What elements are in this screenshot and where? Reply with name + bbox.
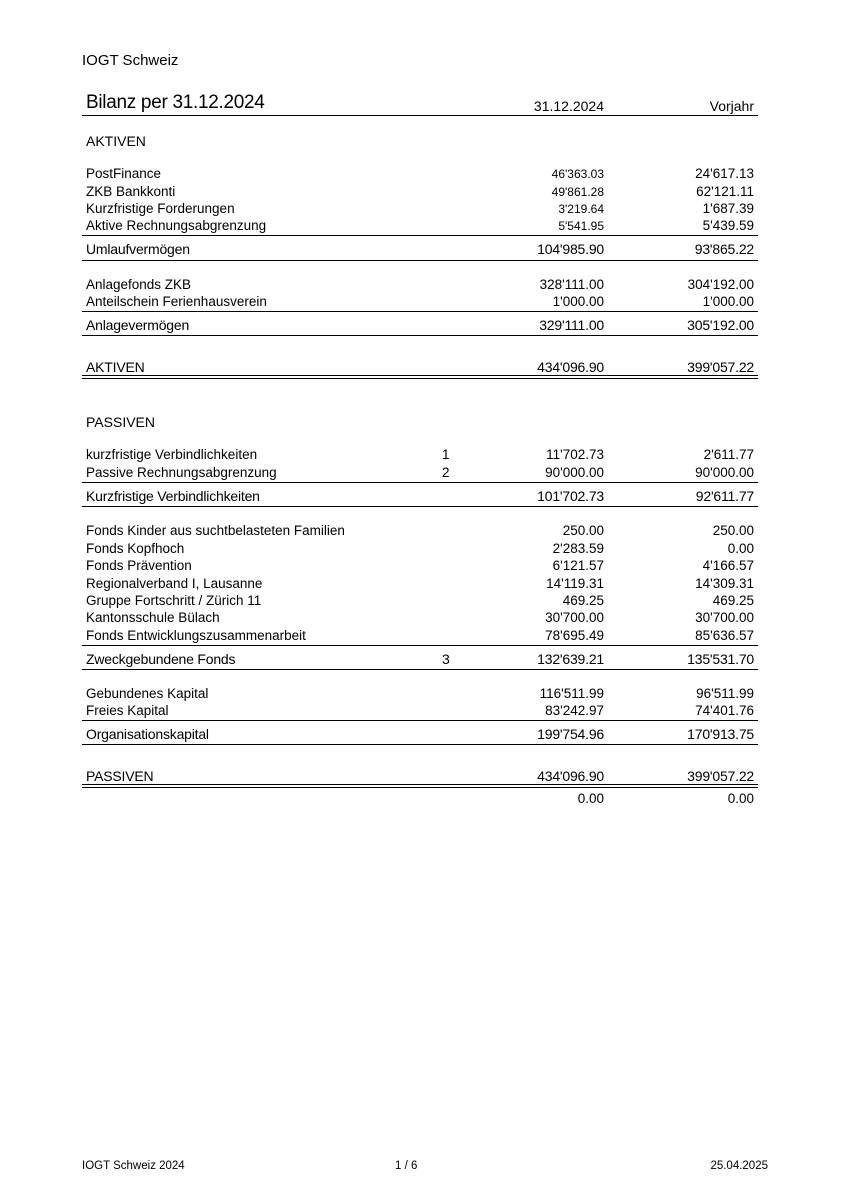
table-row bbox=[86, 218, 758, 235]
row-label: ZKB Bankkonti bbox=[86, 184, 176, 199]
row-note: 2 bbox=[442, 465, 450, 480]
total-double-rule bbox=[82, 375, 758, 379]
subtotal-label: Kurzfristige Verbindlichkeiten bbox=[86, 488, 260, 504]
row-value-previous: 2'611.77 bbox=[703, 447, 754, 462]
table-row bbox=[86, 465, 758, 482]
subtotal-current: 132'639.21 bbox=[537, 651, 604, 667]
footer-left: IOGT Schweiz 2024 bbox=[82, 1160, 185, 1172]
total-current: 434'096.90 bbox=[537, 768, 604, 784]
column-header-current: 31.12.2024 bbox=[533, 98, 604, 114]
row-value-current: 30'700.00 bbox=[545, 610, 604, 625]
table-row bbox=[86, 593, 758, 610]
total-double-rule bbox=[82, 784, 758, 788]
subtotal-label: Umlaufvermögen bbox=[86, 241, 190, 257]
subtotal-previous: 135'531.70 bbox=[687, 651, 754, 667]
subtotal-note: 3 bbox=[442, 651, 450, 667]
subtotal-current: 101'702.73 bbox=[537, 488, 604, 504]
row-label: Passive Rechnungsabgrenzung bbox=[86, 465, 277, 480]
table-row bbox=[86, 184, 758, 201]
row-label: Anlagefonds ZKB bbox=[86, 277, 192, 292]
row-label: Fonds Kopfhoch bbox=[86, 541, 185, 556]
subtotal-row bbox=[86, 651, 758, 668]
subtotal-previous: 93'865.22 bbox=[694, 241, 754, 257]
subtotal-label: Organisationskapital bbox=[86, 726, 209, 742]
difference-row bbox=[86, 791, 758, 808]
row-value-previous: 14'309.31 bbox=[695, 576, 754, 591]
subtotal-rule bbox=[82, 645, 758, 646]
row-label: Kurzfristige Forderungen bbox=[86, 201, 235, 216]
row-value-previous: 250.00 bbox=[712, 523, 754, 538]
row-value-previous: 4'166.57 bbox=[702, 558, 754, 573]
row-value-previous: 30'700.00 bbox=[695, 610, 754, 625]
total-row-aktiven bbox=[86, 359, 758, 376]
row-label: Anteilschein Ferienhausverein bbox=[86, 294, 267, 309]
table-row bbox=[86, 277, 758, 294]
table-row bbox=[86, 447, 758, 464]
subtotal-previous: 305'192.00 bbox=[687, 317, 754, 333]
subtotal-row bbox=[86, 317, 758, 334]
subtotal-bottom-rule bbox=[82, 260, 758, 261]
row-value-current: 83'242.97 bbox=[545, 703, 604, 718]
row-label: Regionalverband I, Lausanne bbox=[86, 576, 263, 591]
row-value-previous: 85'636.57 bbox=[695, 628, 754, 643]
row-value-previous: 74'401.76 bbox=[695, 703, 754, 718]
subtotal-bottom-rule bbox=[82, 669, 758, 670]
table-row bbox=[86, 201, 758, 218]
subtotal-rule bbox=[82, 482, 758, 483]
organization-name: IOGT Schweiz bbox=[82, 52, 179, 69]
difference-current: 0.00 bbox=[577, 791, 604, 806]
subtotal-rule bbox=[82, 720, 758, 721]
total-current: 434'096.90 bbox=[537, 359, 604, 375]
subtotal-current: 329'111.00 bbox=[539, 317, 604, 333]
table-row bbox=[86, 628, 758, 645]
row-value-previous: 1'000.00 bbox=[702, 294, 754, 309]
subtotal-bottom-rule bbox=[82, 506, 758, 507]
total-previous: 399'057.22 bbox=[687, 359, 754, 375]
subtotal-previous: 92'611.77 bbox=[695, 488, 754, 504]
row-value-current: 14'119.31 bbox=[546, 576, 604, 591]
table-row bbox=[86, 610, 758, 627]
difference-previous: 0.00 bbox=[727, 791, 754, 806]
table-row bbox=[86, 294, 758, 311]
row-label: Aktive Rechnungsabgrenzung bbox=[86, 218, 267, 233]
row-label: Kantonsschule Bülach bbox=[86, 610, 220, 625]
subtotal-bottom-rule bbox=[82, 335, 758, 336]
subtotal-row bbox=[86, 241, 758, 258]
subtotal-label: Anlagevermögen bbox=[86, 317, 190, 333]
row-value-current: 2'283.59 bbox=[552, 541, 604, 556]
subtotal-current: 104'985.90 bbox=[537, 241, 604, 257]
table-row bbox=[86, 166, 758, 183]
row-value-current: 116'511.99 bbox=[539, 686, 604, 701]
table-row bbox=[86, 703, 758, 720]
subtotal-bottom-rule bbox=[82, 744, 758, 745]
subtotal-current: 199'754.96 bbox=[537, 726, 604, 742]
total-label: PASSIVEN bbox=[86, 768, 154, 784]
table-row bbox=[86, 576, 758, 593]
table-row bbox=[86, 523, 758, 540]
section-heading-passiven: PASSIVEN bbox=[86, 414, 155, 430]
section-heading-aktiven: AKTIVEN bbox=[86, 133, 146, 149]
row-value-previous: 304'192.00 bbox=[687, 277, 754, 292]
row-value-current: 5'541.95 bbox=[558, 219, 604, 233]
subtotal-row bbox=[86, 726, 758, 743]
subtotal-label: Zweckgebundene Fonds bbox=[86, 651, 236, 667]
row-value-previous: 96'511.99 bbox=[696, 686, 754, 701]
row-value-current: 90'000.00 bbox=[545, 465, 604, 480]
row-note: 1 bbox=[442, 447, 450, 462]
header-rule bbox=[82, 115, 758, 116]
row-label: Gebundenes Kapital bbox=[86, 686, 209, 701]
row-label: Fonds Entwicklungszusammenarbeit bbox=[86, 628, 306, 643]
row-label: kurzfristige Verbindlichkeiten bbox=[86, 447, 258, 462]
total-row-passiven bbox=[86, 768, 758, 785]
footer-page-number: 1 / 6 bbox=[395, 1160, 418, 1172]
total-label: AKTIVEN bbox=[86, 359, 145, 375]
subtotal-rule bbox=[82, 235, 758, 236]
total-previous: 399'057.22 bbox=[687, 768, 754, 784]
column-header-previous: Vorjahr bbox=[709, 98, 754, 114]
row-value-previous: 90'000.00 bbox=[695, 465, 754, 480]
balance-sheet-title: Bilanz per 31.12.2024 bbox=[86, 92, 265, 113]
row-value-previous: 5'439.59 bbox=[702, 218, 754, 233]
row-value-current: 78'695.49 bbox=[545, 628, 604, 643]
row-label: Fonds Kinder aus suchtbelasteten Familien bbox=[86, 523, 345, 538]
row-value-previous: 469.25 bbox=[712, 593, 754, 608]
row-value-previous: 1'687.39 bbox=[702, 201, 754, 216]
row-value-current: 1'000.00 bbox=[552, 294, 604, 309]
row-label: Gruppe Fortschritt / Zürich 11 bbox=[86, 593, 262, 608]
row-value-current: 49'861.28 bbox=[551, 185, 604, 199]
row-value-current: 328'111.00 bbox=[539, 277, 604, 292]
row-value-previous: 62'121.11 bbox=[696, 184, 754, 199]
subtotal-rule bbox=[82, 311, 758, 312]
row-label: Freies Kapital bbox=[86, 703, 169, 718]
table-row bbox=[86, 686, 758, 703]
row-value-current: 46'363.03 bbox=[551, 167, 604, 181]
row-label: PostFinance bbox=[86, 166, 162, 181]
row-value-current: 6'121.57 bbox=[552, 558, 604, 573]
subtotal-previous: 170'913.75 bbox=[687, 726, 754, 742]
table-row bbox=[86, 558, 758, 575]
row-label: Fonds Prävention bbox=[86, 558, 192, 573]
row-value-current: 11'702.73 bbox=[546, 447, 604, 462]
row-value-current: 250.00 bbox=[562, 523, 604, 538]
footer-date: 25.04.2025 bbox=[710, 1160, 768, 1172]
table-row bbox=[86, 541, 758, 558]
row-value-current: 469.25 bbox=[562, 593, 604, 608]
row-value-previous: 24'617.13 bbox=[695, 166, 754, 181]
row-value-previous: 0.00 bbox=[727, 541, 754, 556]
subtotal-row bbox=[86, 488, 758, 505]
row-value-current: 3'219.64 bbox=[558, 202, 604, 216]
